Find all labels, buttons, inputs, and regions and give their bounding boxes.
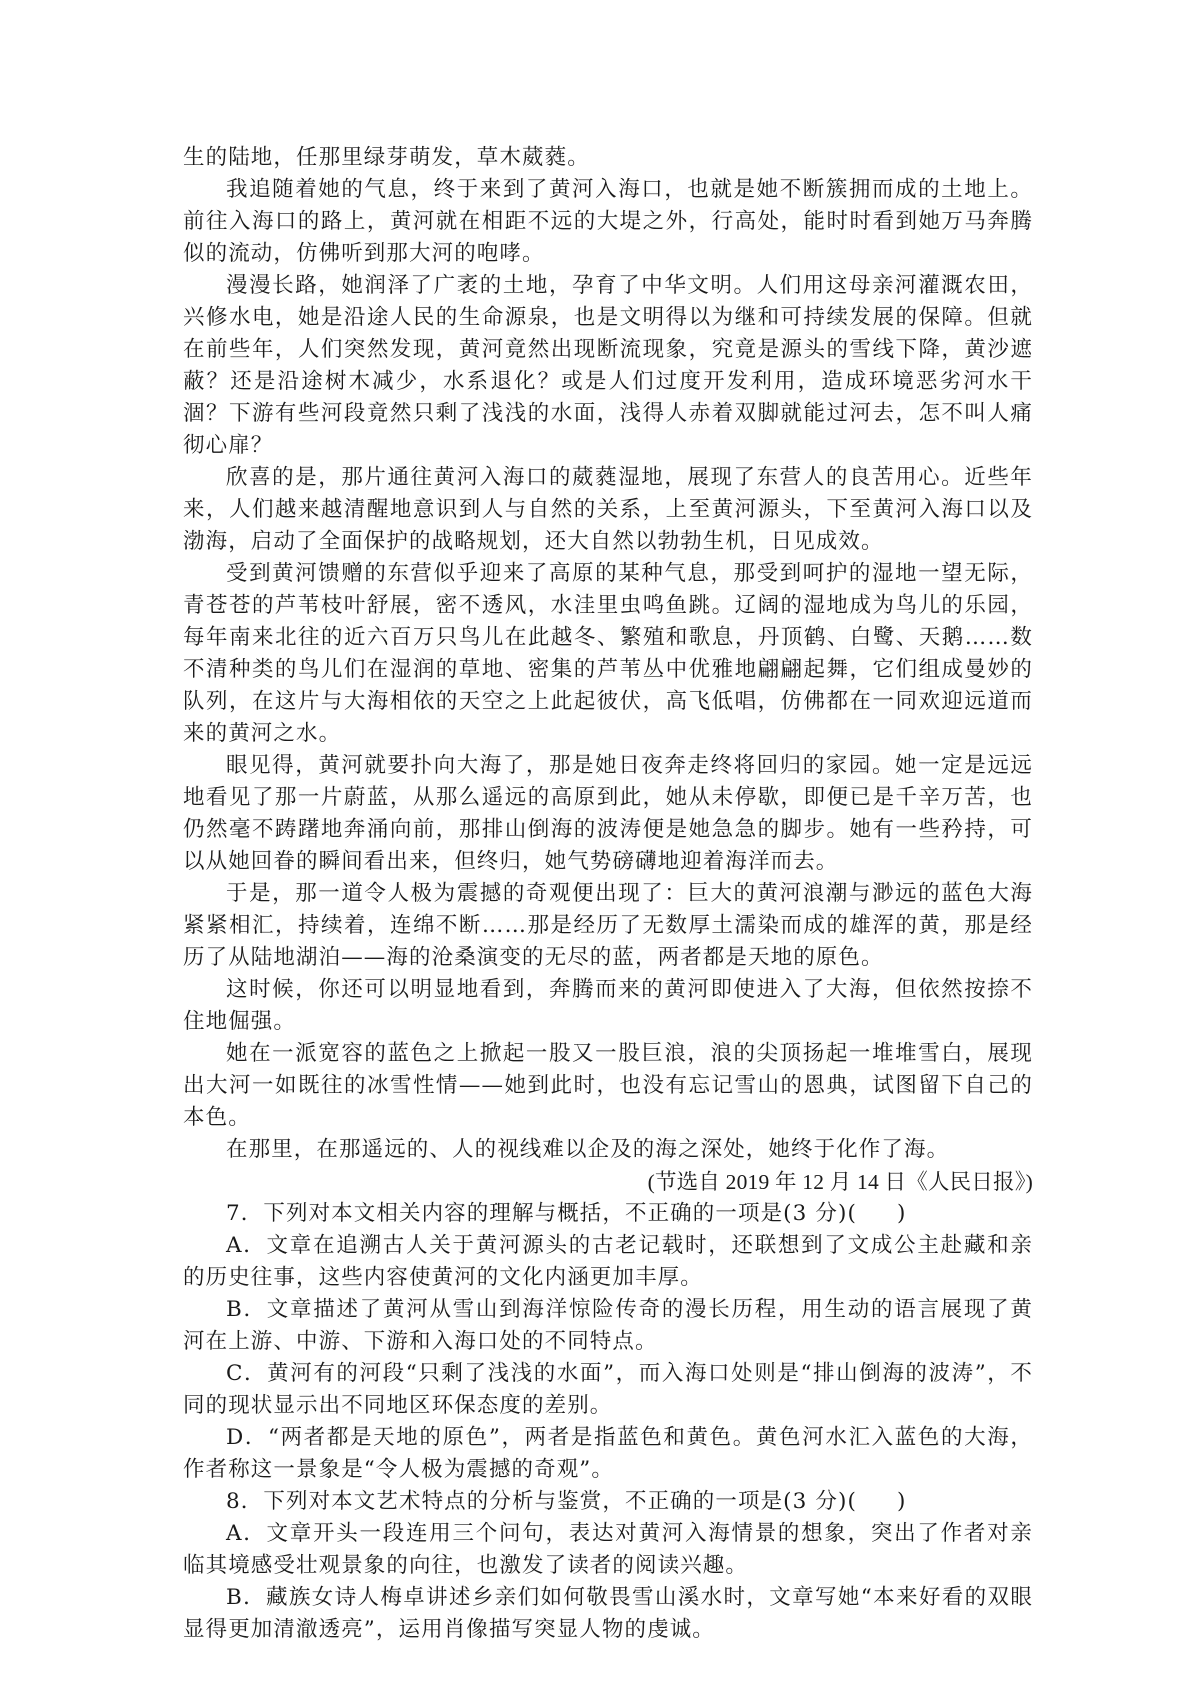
question-8-option-a: A．文章开头一段连用三个问句，表达对黄河入海情景的想象，突出了作者对亲临其境感受壮观景象的向往，也激发了读者的阅读兴趣。 [183, 1521, 1033, 1578]
paragraph-5: 眼见得，黄河就要扑向大海了，那是她日夜奔走终将回归的家园。她一定是远远地看见了那一片蔚蓝，从那么遥远的高原到此，她从未停歇，即便已是千辛万苦，也仍然毫不踌躇地奔涌向前，那排山倒海的波涛便是她急急的脚步。她有一些矜持，可以从她回眷的瞬间看出来，但终归，她气势磅礴地迎着海洋而去。 [183, 753, 1033, 874]
paragraph-3: 欣喜的是，那片通往黄河入海口的葳蕤湿地，展现了东营人的良苦用心。近些年来，人们越来越清醒地意识到人与自然的关系，上至黄河源头，下至黄河入海口以及渤海，启动了全面保护的战略规划，还大自然以勃勃生机，日见成效。 [183, 465, 1033, 554]
document-page [183, 142, 1033, 1646]
question-8-text: 8．下列对本文艺术特点的分析与鉴赏，不正确的一项是(3 分)( [226, 1489, 857, 1514]
question-8-close: ) [896, 1489, 907, 1514]
question-7-option-d: D．“两者都是天地的原色”，两者是指蓝色和黄色。黄色河水汇入蓝色的大海，作者称这一景象是“令人极为震撼的奇观”。 [183, 1425, 1033, 1482]
paragraph-8: 她在一派宽容的蓝色之上掀起一股又一股巨浪，浪的尖顶扬起一堆堆雪白，展现出大河一如既往的冰雪性情——她到此时，也没有忘记雪山的恩典，试图留下自己的本色。 [183, 1041, 1033, 1130]
paragraph-7: 这时候，你还可以明显地看到，奔腾而来的黄河即使进入了大海，但依然按捺不住地倔强。 [183, 977, 1033, 1034]
question-7-option-a: A．文章在追溯古人关于黄河源头的古老记载时，还联想到了文成公主赴藏和亲的历史往事，这些内容使黄河的文化内涵更加丰厚。 [183, 1233, 1033, 1290]
question-7-option-b: B．文章描述了黄河从雪山到海洋惊险传奇的漫长历程，用生动的语言展现了黄河在上游、中游、下游和入海口处的不同特点。 [183, 1297, 1033, 1354]
paragraph-6: 于是，那一道令人极为震撼的奇观便出现了：巨大的黄河浪潮与渺远的蓝色大海紧紧相汇，持续着，连绵不断……那是经历了无数厚土濡染而成的雄浑的黄，那是经历了从陆地湖泊——海的沧桑演变的无尽的蓝，两者都是天地的原色。 [183, 881, 1033, 970]
question-8-stem [183, 1486, 1033, 1518]
question-7-text: 7．下列对本文相关内容的理解与概括，不正确的一项是(3 分)( [226, 1201, 857, 1226]
paragraph-9: 在那里，在那遥远的、人的视线难以企及的海之深处，她终于化作了海。 [226, 1137, 950, 1162]
question-8-option-b: B．藏族女诗人梅卓讲述乡亲们如何敬畏雪山溪水时，文章写她“本来好看的双眼显得更加清澈透亮”，运用肖像描写突显人物的虔诚。 [183, 1585, 1033, 1642]
question-7-stem [183, 1198, 1033, 1230]
source-citation: (节选自 2019 年 12 月 14 日《人民日报》) [647, 1170, 1033, 1194]
paragraph-2: 漫漫长路，她润泽了广袤的土地，孕育了中华文明。人们用这母亲河灌溉农田，兴修水电，她是沿途人民的生命源泉，也是文明得以为继和可持续发展的保障。但就在前些年，人们突然发现，黄河竟然出现断流现象，究竟是源头的雪线下降，黄沙遮蔽？还是沿途树木减少，水系退化？或是人们过度开发利用，造成环境恶劣河水干涸？下游有些河段竟然只剩了浅浅的水面，浅得人赤着双脚就能过河去，怎不叫人痛彻心扉？ [183, 273, 1033, 458]
question-7-close: ) [896, 1201, 907, 1226]
paragraph-4: 受到黄河馈赠的东营似乎迎来了高原的某种气息，那受到呵护的湿地一望无际，青苍苍的芦苇枝叶舒展，密不透风，水洼里虫鸣鱼跳。辽阔的湿地成为鸟儿的乐园，每年南来北往的近六百万只鸟儿在此越冬、繁殖和歌息，丹顶鹤、白鹭、天鹅……数不清种类的鸟儿们在湿润的草地、密集的芦苇丛中优雅地翩翩起舞，它们组成曼妙的队列，在这片与大海相依的天空之上此起彼伏，高飞低唱，仿佛都在一同欢迎远道而来的黄河之水。 [183, 561, 1033, 746]
paragraph-1: 我追随着她的气息，终于来到了黄河入海口，也就是她不断簇拥而成的土地上。前往入海口的路上，黄河就在相距不远的大堤之外，行高处，能时时看到她万马奔腾似的流动，仿佛听到那大河的咆哮。 [183, 177, 1033, 266]
paragraph-0: 生的陆地，任那里绿芽萌发，草木葳蕤。 [183, 145, 590, 170]
question-7-option-c: C．黄河有的河段“只剩了浅浅的水面”，而入海口处则是“排山倒海的波涛”，不同的现状显示出不同地区环保态度的差别。 [183, 1361, 1033, 1418]
